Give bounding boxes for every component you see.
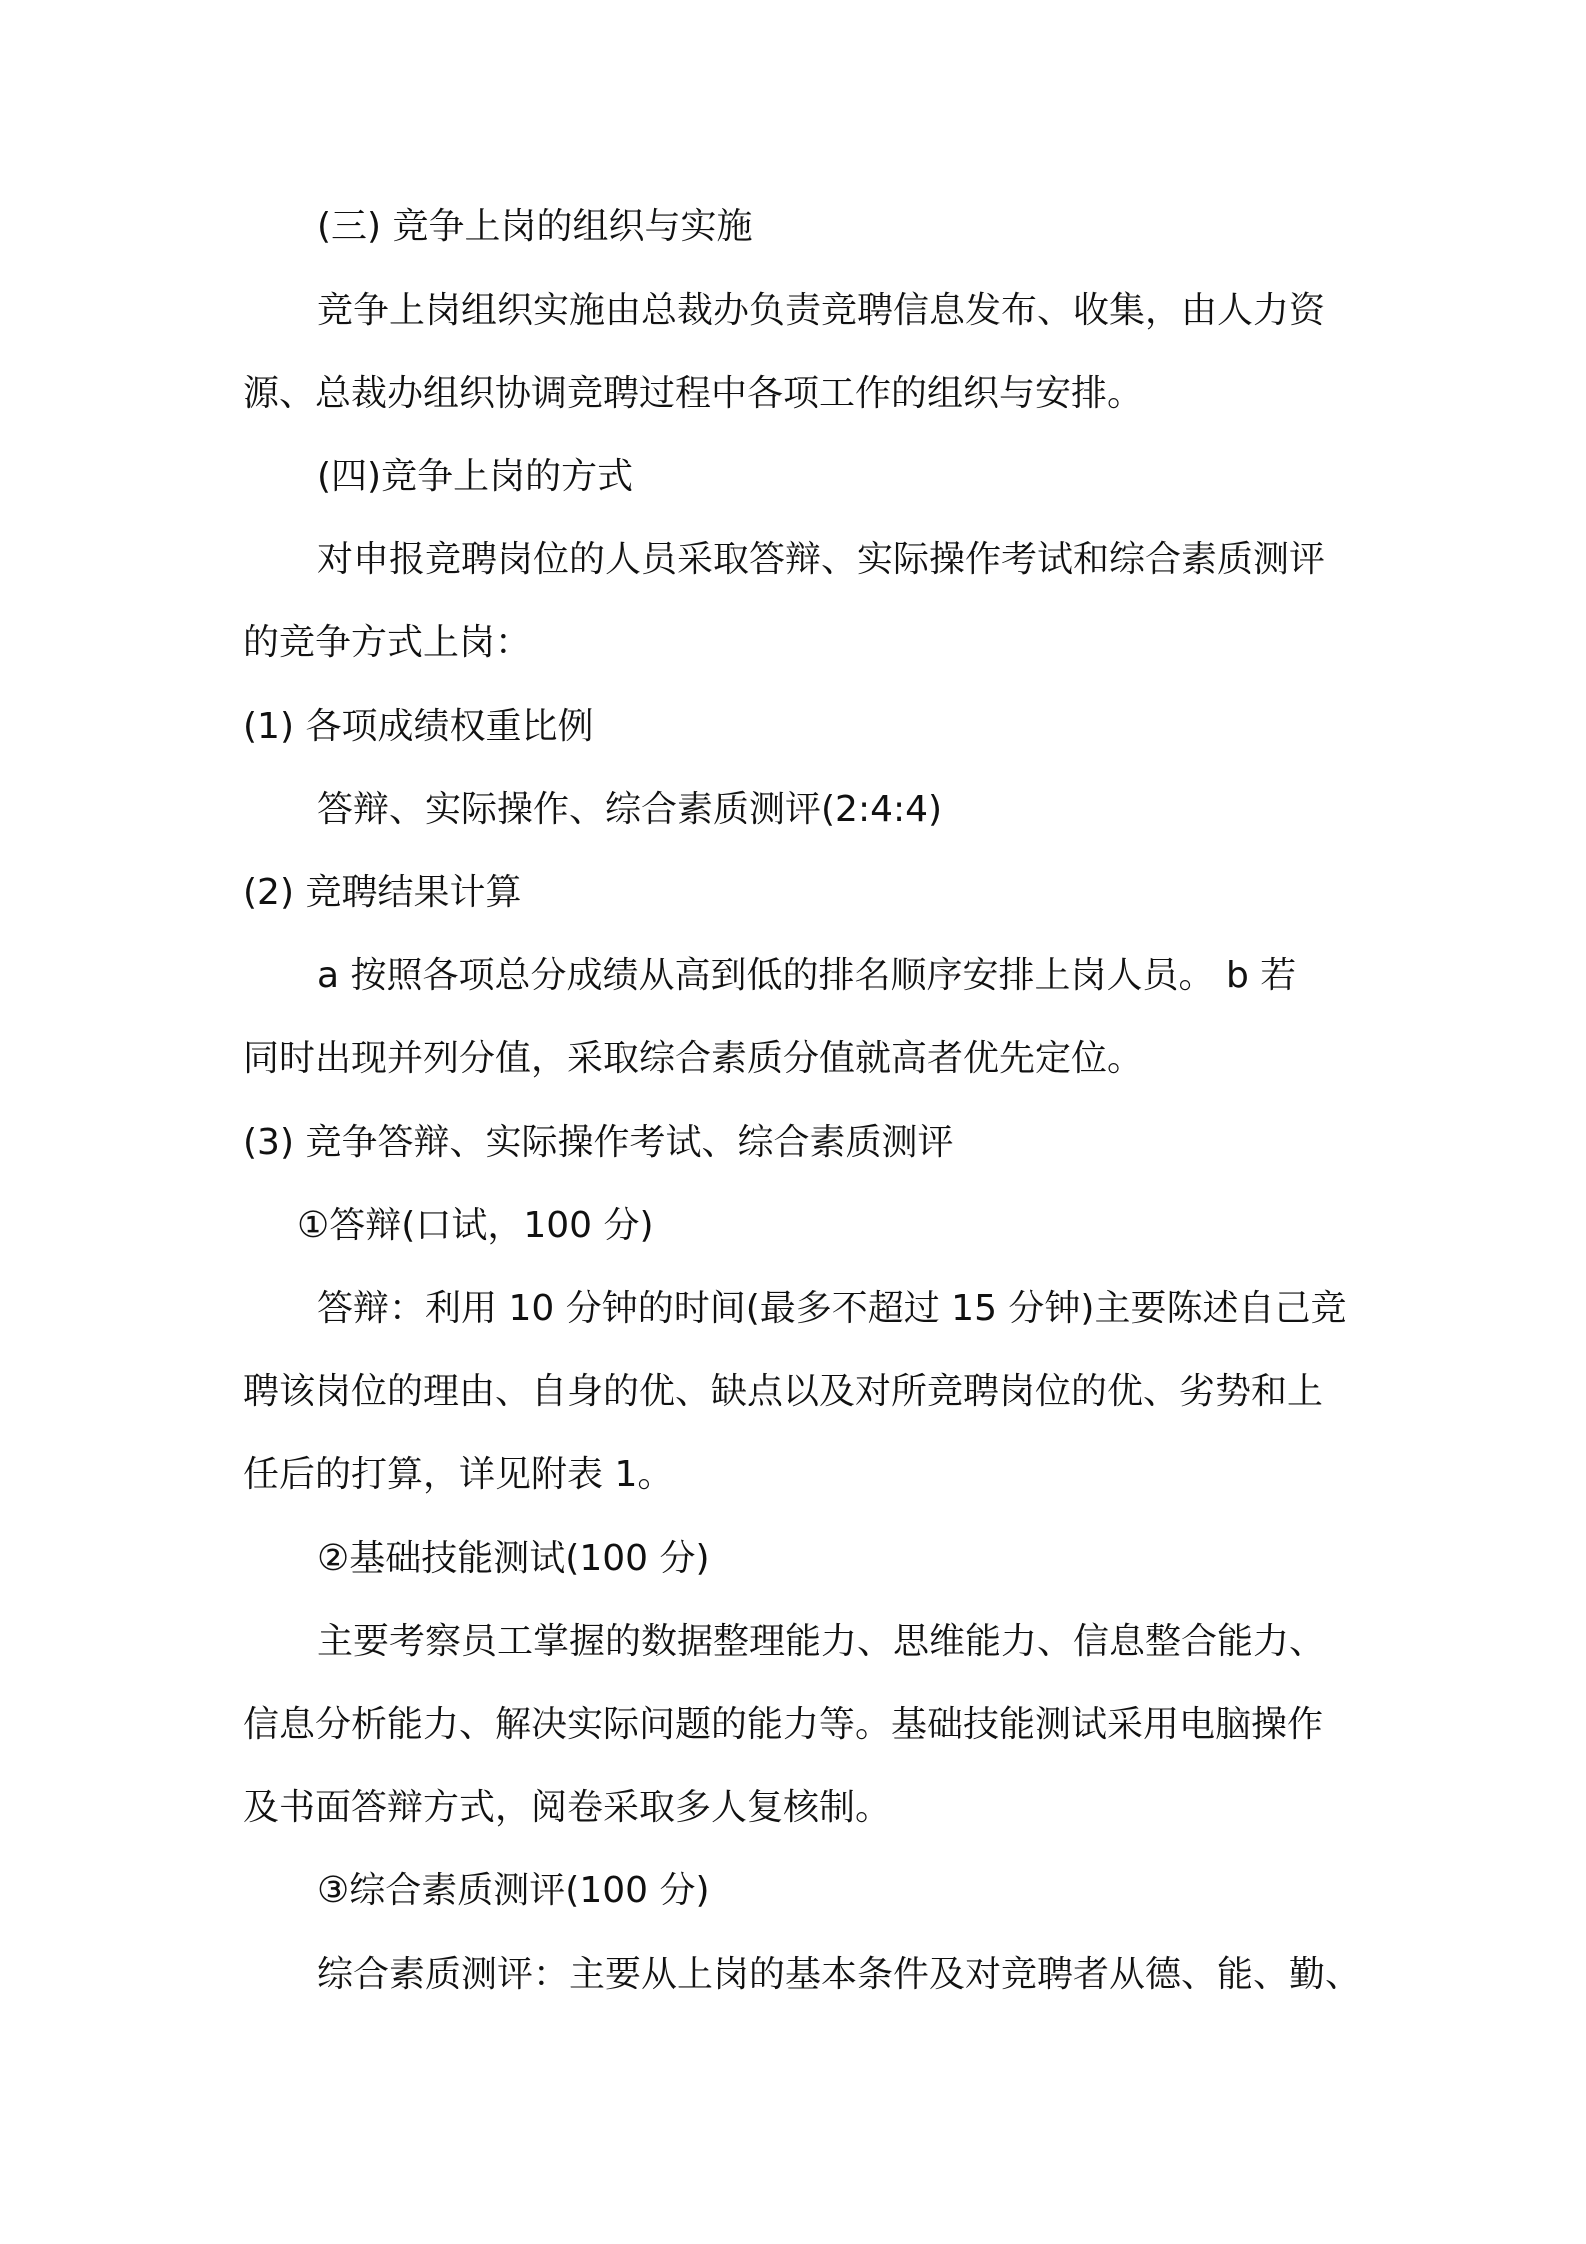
paragraph-line: 主要考察员工掌握的数据整理能力、思维能力、信息整合能力、 xyxy=(317,1621,1326,1662)
paragraph-line: 答辩、实际操作、综合素质测评(2:4:4) xyxy=(317,789,943,830)
paragraph-line: 及书面答辩方式，阅卷采取多人复核制。 xyxy=(243,1787,892,1828)
paragraph-line: 任后的打算，详见附表 1。 xyxy=(243,1454,674,1495)
paragraph-line: 对申报竞聘岗位的人员采取答辩、实际操作考试和综合素质测评 xyxy=(317,539,1326,580)
item-heading-quality-evaluation: ③综合素质测评(100 分) xyxy=(317,1870,710,1911)
subheading-result-calculation: (2) 竞聘结果计算 xyxy=(243,872,522,913)
item-heading-skills-test: ②基础技能测试(100 分) xyxy=(317,1538,710,1579)
paragraph-line: 信息分析能力、解决实际问题的能力等。基础技能测试采用电脑操作 xyxy=(243,1704,1324,1745)
paragraph-line: 答辩：利用 10 分钟的时间(最多不超过 15 分钟)主要陈述自己竞 xyxy=(317,1288,1347,1329)
paragraph-line: 综合素质测评：主要从上岗的基本条件及对竞聘者从德、能、勤、 xyxy=(317,1954,1362,1995)
item-heading-defense: ①答辩(口试，100 分) xyxy=(297,1205,654,1246)
paragraph-line: 竞争上岗组织实施由总裁办负责竞聘信息发布、收集，由人力资 xyxy=(317,290,1326,331)
subheading-weight-ratio: (1) 各项成绩权重比例 xyxy=(243,706,594,747)
section-heading-4: (四)竞争上岗的方式 xyxy=(317,456,634,497)
paragraph-line: 源、总裁办组织协调竞聘过程中各项工作的组织与安排。 xyxy=(243,373,1144,414)
paragraph-line: a 按照各项总分成绩从高到低的排名顺序安排上岗人员。 b 若 xyxy=(317,955,1297,996)
section-heading-3: (三) 竞争上岗的组织与实施 xyxy=(317,206,753,247)
subheading-competition-items: (3) 竞争答辩、实际操作考试、综合素质测评 xyxy=(243,1122,954,1163)
paragraph-line: 聘该岗位的理由、自身的优、缺点以及对所竞聘岗位的优、劣势和上 xyxy=(243,1371,1324,1412)
paragraph-line: 的竞争方式上岗： xyxy=(243,622,532,663)
paragraph-line: 同时出现并列分值，采取综合素质分值就高者优先定位。 xyxy=(243,1038,1144,1079)
